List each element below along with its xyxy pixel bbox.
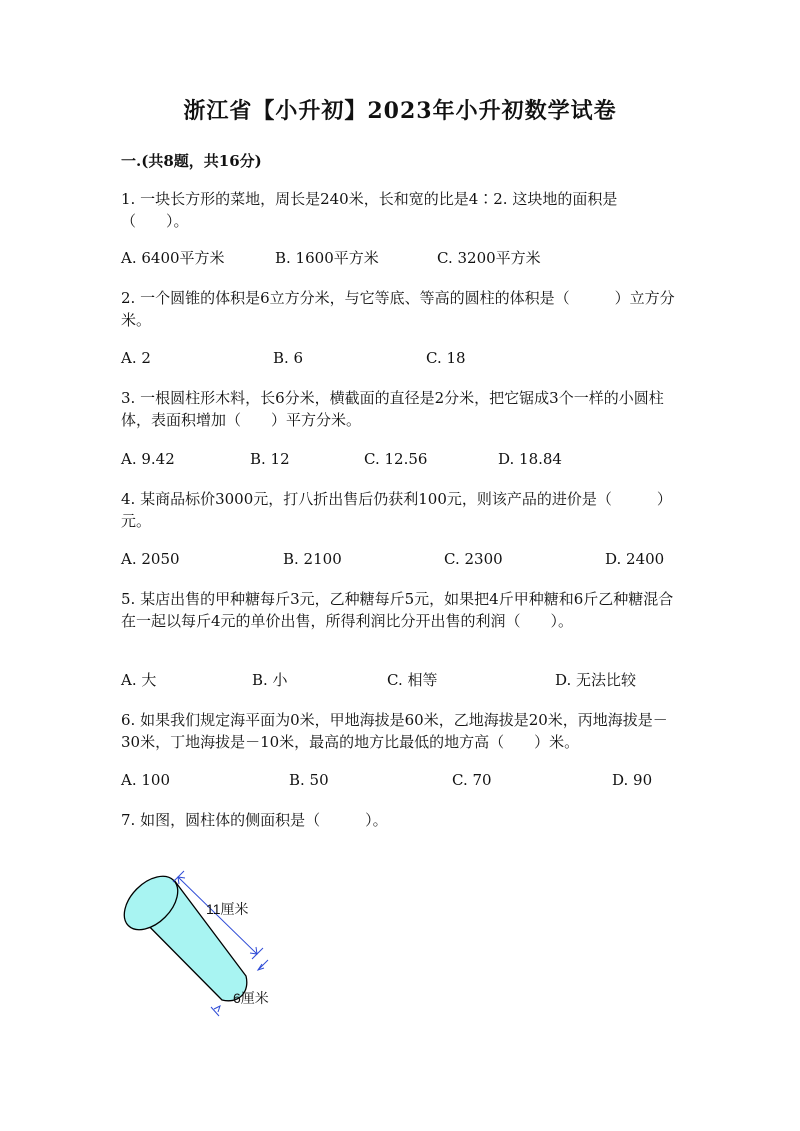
q1-option-b[interactable]: B. 1600平方米 <box>275 249 379 267</box>
question-3: 3. 一根圆柱形木料，长6分米，横截面的直径是2分米，把它锯成3个一样的小圆柱体，表面积增加（ ）平方分米。 <box>121 389 664 429</box>
q4-option-c[interactable]: C. 2300 <box>444 550 503 568</box>
question-1: 1. 一块长方形的菜地，周长是240米，长和宽的比是4∶2. 这块地的面积是（ ）。 <box>121 190 618 230</box>
q6-option-a[interactable]: A. 100 <box>121 771 170 789</box>
q6-option-d[interactable]: D. 90 <box>612 771 653 789</box>
length-label: 11厘米 <box>206 901 249 917</box>
page-title: 浙江省【小升初】2023年小升初数学试卷 <box>183 98 617 124</box>
q3-option-b[interactable]: B. 12 <box>250 450 290 468</box>
q3-option-a[interactable]: A. 9.42 <box>121 450 175 468</box>
q2-option-a[interactable]: A. 2 <box>121 349 151 367</box>
section-heading: 一.(共8题，共16分) <box>121 152 262 170</box>
q5-option-c[interactable]: C. 相等 <box>387 671 438 689</box>
diameter-label: 6厘米 <box>233 990 269 1006</box>
question-5: 5. 某店出售的甲种糖每斤3元，乙种糖每斤5元，如果把4斤甲种糖和6斤乙种糖混合在一起以每斤4元的单价出售，所得利润比分开出售的利润（ ）。 <box>121 590 674 630</box>
question-6: 6. 如果我们规定海平面为0米，甲地海拔是60米，乙地海拔是20米，丙地海拔是－30米，丁地海拔是－10米，最高的地方比最低的地方高（ ）米。 <box>121 711 668 751</box>
q3-option-d[interactable]: D. 18.84 <box>498 450 562 468</box>
q4-option-a[interactable]: A. 2050 <box>121 550 180 568</box>
q1-option-c[interactable]: C. 3200平方米 <box>437 249 541 267</box>
q2-option-c[interactable]: C. 18 <box>426 349 466 367</box>
q5-option-a[interactable]: A. 大 <box>121 671 157 689</box>
q6-option-c[interactable]: C. 70 <box>452 771 492 789</box>
q2-option-b[interactable]: B. 6 <box>273 349 304 367</box>
question-7: 7. 如图，圆柱体的侧面积是（ ）。 <box>121 811 388 829</box>
q3-option-c[interactable]: C. 12.56 <box>364 450 428 468</box>
question-4: 4. 某商品标价3000元，打八折出售后仍获利100元，则该产品的进价是（ ）元。 <box>121 490 672 530</box>
q4-option-d[interactable]: D. 2400 <box>605 550 665 568</box>
q1-option-a[interactable]: A. 6400平方米 <box>121 249 225 267</box>
q5-option-d[interactable]: D. 无法比较 <box>555 671 637 689</box>
cylinder-figure <box>118 866 298 1026</box>
q4-option-b[interactable]: B. 2100 <box>283 550 342 568</box>
q6-option-b[interactable]: B. 50 <box>289 771 329 789</box>
question-2: 2. 一个圆锥的体积是6立方分米，与它等底、等高的圆柱的体积是（ ）立方分米。 <box>121 289 675 329</box>
q5-option-b[interactable]: B. 小 <box>252 671 288 689</box>
